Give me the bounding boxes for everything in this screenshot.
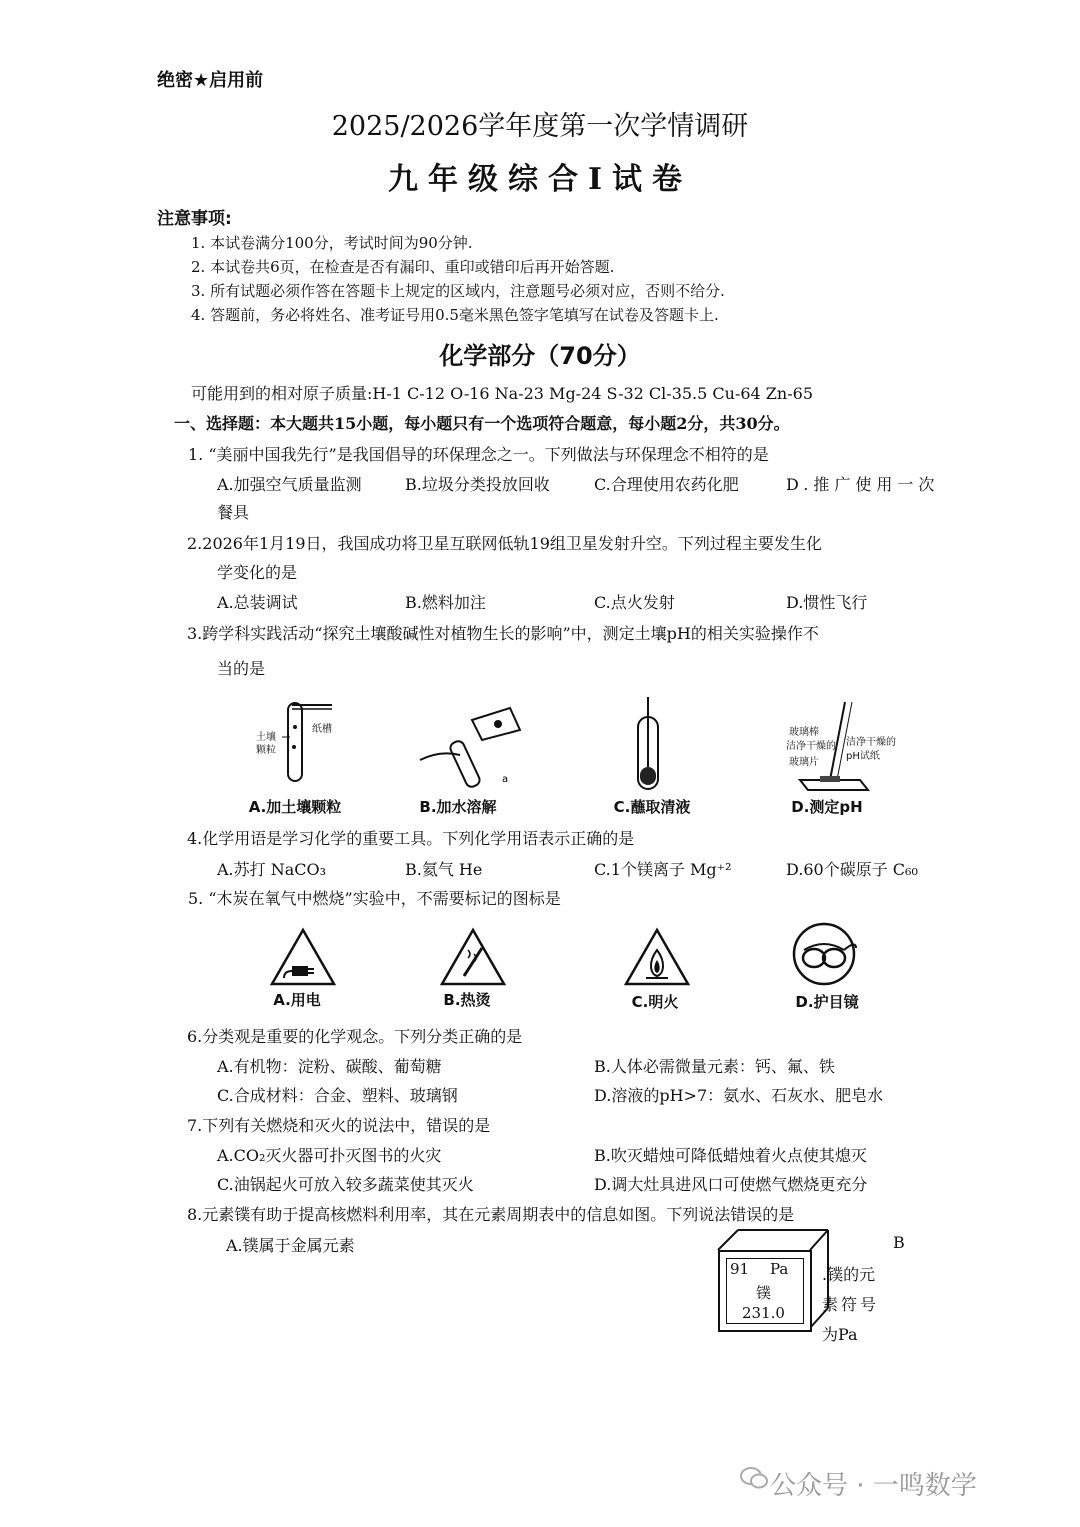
- q2-option-c: C.点火发射: [594, 593, 675, 612]
- q4-option-a: A.苏打 NaCO₃: [217, 860, 327, 879]
- question-3-stem: 3.跨学科实践活动“探究土壤酸碱性对植物生长的影响”中，测定土壤pH的相关实验操作不: [187, 624, 819, 643]
- q7-option-d: D.调大灶具进风口可使燃气燃烧更充分: [594, 1175, 868, 1194]
- element-name: 镤: [756, 1284, 772, 1302]
- q7-option-a: A.CO₂灭火器可扑灭图书的火灾: [217, 1146, 442, 1165]
- q4-option-d: D.60个碳原子 C₆₀: [786, 860, 918, 879]
- label-clean-dry-2: 洁净干燥的: [846, 737, 896, 748]
- question-8-stem: 8.元素镤有助于提高核燃料利用率，其在元素周期表中的信息如图。下列说法错误的是: [187, 1205, 795, 1224]
- q6-option-b: B.人体必需微量元素：钙、氟、铁: [594, 1057, 835, 1076]
- q7-option-c: C.油锅起火可放入较多蔬菜使其灭火: [217, 1175, 474, 1194]
- q6-option-d: D.溶液的pH>7：氨水、石灰水、肥皂水: [594, 1086, 884, 1105]
- q1-option-c: C.合理使用农药化肥: [594, 475, 739, 494]
- label-glass-plate: 玻璃片: [789, 757, 819, 768]
- q7-option-b: B.吹灭蜡烛可降低蜡烛着火点使其熄灭: [594, 1146, 867, 1165]
- q5-option-b: B.热烫: [443, 991, 491, 1009]
- question-3-stem-cont: 当的是: [217, 659, 266, 678]
- question-2-stem-cont: 学变化的是: [217, 563, 298, 582]
- notice-item: 2. 本试卷共6页，在检查是否有漏印、重印或错印后再开始答题.: [191, 258, 615, 276]
- label-ph-paper: pH试纸: [846, 751, 880, 762]
- q2-option-b: B.燃料加注: [405, 593, 486, 612]
- question-2-stem: 2.2026年1月19日，我国成功将卫星互联网低轨19组卫星发射升空。下列过程主要发生化: [187, 534, 822, 553]
- q5-option-c: C.明火: [631, 993, 679, 1011]
- question-4-stem: 4.化学用语是学习化学的重要工具。下列化学用语表示正确的是: [187, 829, 635, 848]
- label-soil: 土壤: [256, 732, 276, 743]
- label-paper-trough: 纸槽: [312, 724, 332, 735]
- section-title: 化学部分（70分）: [439, 342, 641, 370]
- pouring-figure: [410, 700, 530, 790]
- q5-option-d: D.护目镜: [795, 993, 859, 1011]
- label-clean-dry: 洁净干燥的: [786, 741, 836, 752]
- atomic-mass: 231.0: [742, 1304, 785, 1322]
- q4-option-c: C.1个镁离子 Mg⁺²: [594, 860, 732, 879]
- notice-item: 4. 答题前，务必将姓名、准考证号用0.5毫米黑色签字笔填写在试卷及答题卡上.: [191, 306, 719, 324]
- question-5-stem: 5. “木炭在氧气中燃烧”实验中，不需要标记的图标是: [188, 889, 561, 908]
- notice-item: 3. 所有试题必须作答在答题卡上规定的区域内，注意题号必须对应，否则不给分.: [191, 282, 725, 300]
- q8-option-a: A.镤属于金属元素: [226, 1236, 355, 1255]
- q1-option-d-cont: 餐具: [217, 503, 250, 522]
- q3-option-a: A.加土壤颗粒: [248, 798, 342, 816]
- q6-option-a: A.有机物：淀粉、碳酸、葡萄糖: [217, 1057, 442, 1076]
- question-6-stem: 6.分类观是重要的化学观念。下列分类正确的是: [187, 1027, 523, 1046]
- confidential-label: 绝密★启用前: [157, 70, 264, 91]
- electricity-warning-icon: [270, 928, 336, 986]
- q2-option-a: A.总装调试: [217, 593, 298, 612]
- atomic-masses: 可能用到的相对原子质量:H-1 C-12 O-16 Na-23 Mg-24 S-32 Cl-35.5 Cu-64 Zn-65: [191, 384, 813, 403]
- svg-text:a: a: [502, 774, 509, 785]
- q3-option-c: C.蘸取清液: [613, 798, 691, 816]
- notice-item: 1. 本试卷满分100分，考试时间为90分钟.: [191, 234, 473, 252]
- wechat-icon: [740, 1466, 768, 1490]
- label-grain: 颗粒: [256, 745, 276, 756]
- q5-option-a: A.用电: [273, 991, 321, 1009]
- hot-surface-warning-icon: [440, 928, 506, 986]
- question-1-stem: 1. “美丽中国我先行”是我国倡导的环保理念之一。下列做法与环保理念不相符的是: [188, 445, 769, 464]
- exam-title: 2025/2026学年度第一次学情调研: [331, 111, 749, 142]
- open-flame-warning-icon: [624, 928, 690, 986]
- watermark-text: 公众号 · 一鸣数学: [770, 1471, 977, 1501]
- q8-option-b-line1: .镤的元: [822, 1265, 876, 1284]
- q2-option-d: D.惯性飞行: [786, 593, 868, 612]
- exam-subtitle: 九年级综合I试卷: [387, 162, 693, 197]
- part-heading: 一、选择题：本大题共15小题，每小题只有一个选项符合题意，每小题2分，共30分。: [174, 414, 790, 433]
- notice-heading: 注意事项:: [157, 209, 232, 229]
- goggles-icon: [790, 920, 862, 988]
- element-symbol: Pa: [770, 1260, 789, 1278]
- label-glass-rod: 玻璃棒: [789, 727, 819, 738]
- q1-option-a: A.加强空气质量监测: [217, 475, 362, 494]
- q1-option-b: B.垃圾分类投放回收: [405, 475, 550, 494]
- q6-option-c: C.合成材料：合金、塑料、玻璃钢: [217, 1086, 458, 1105]
- periodic-element-cell: [718, 1250, 812, 1332]
- q3-option-d: D.测定pH: [791, 798, 863, 816]
- dipping-figure: [628, 697, 668, 792]
- q8-option-b-line3: 为Pa: [822, 1325, 858, 1344]
- atomic-number: 91: [730, 1260, 750, 1278]
- q3-option-b: B.加水溶解: [419, 798, 497, 816]
- q8-option-b-letter: B: [893, 1233, 905, 1252]
- q8-option-b-line2: 素符号: [822, 1295, 880, 1314]
- q4-option-b: B.氦气 He: [405, 860, 483, 879]
- question-7-stem: 7.下列有关燃烧和灭火的说法中，错误的是: [187, 1116, 491, 1135]
- q1-option-d: D.推广使用一次: [786, 475, 940, 494]
